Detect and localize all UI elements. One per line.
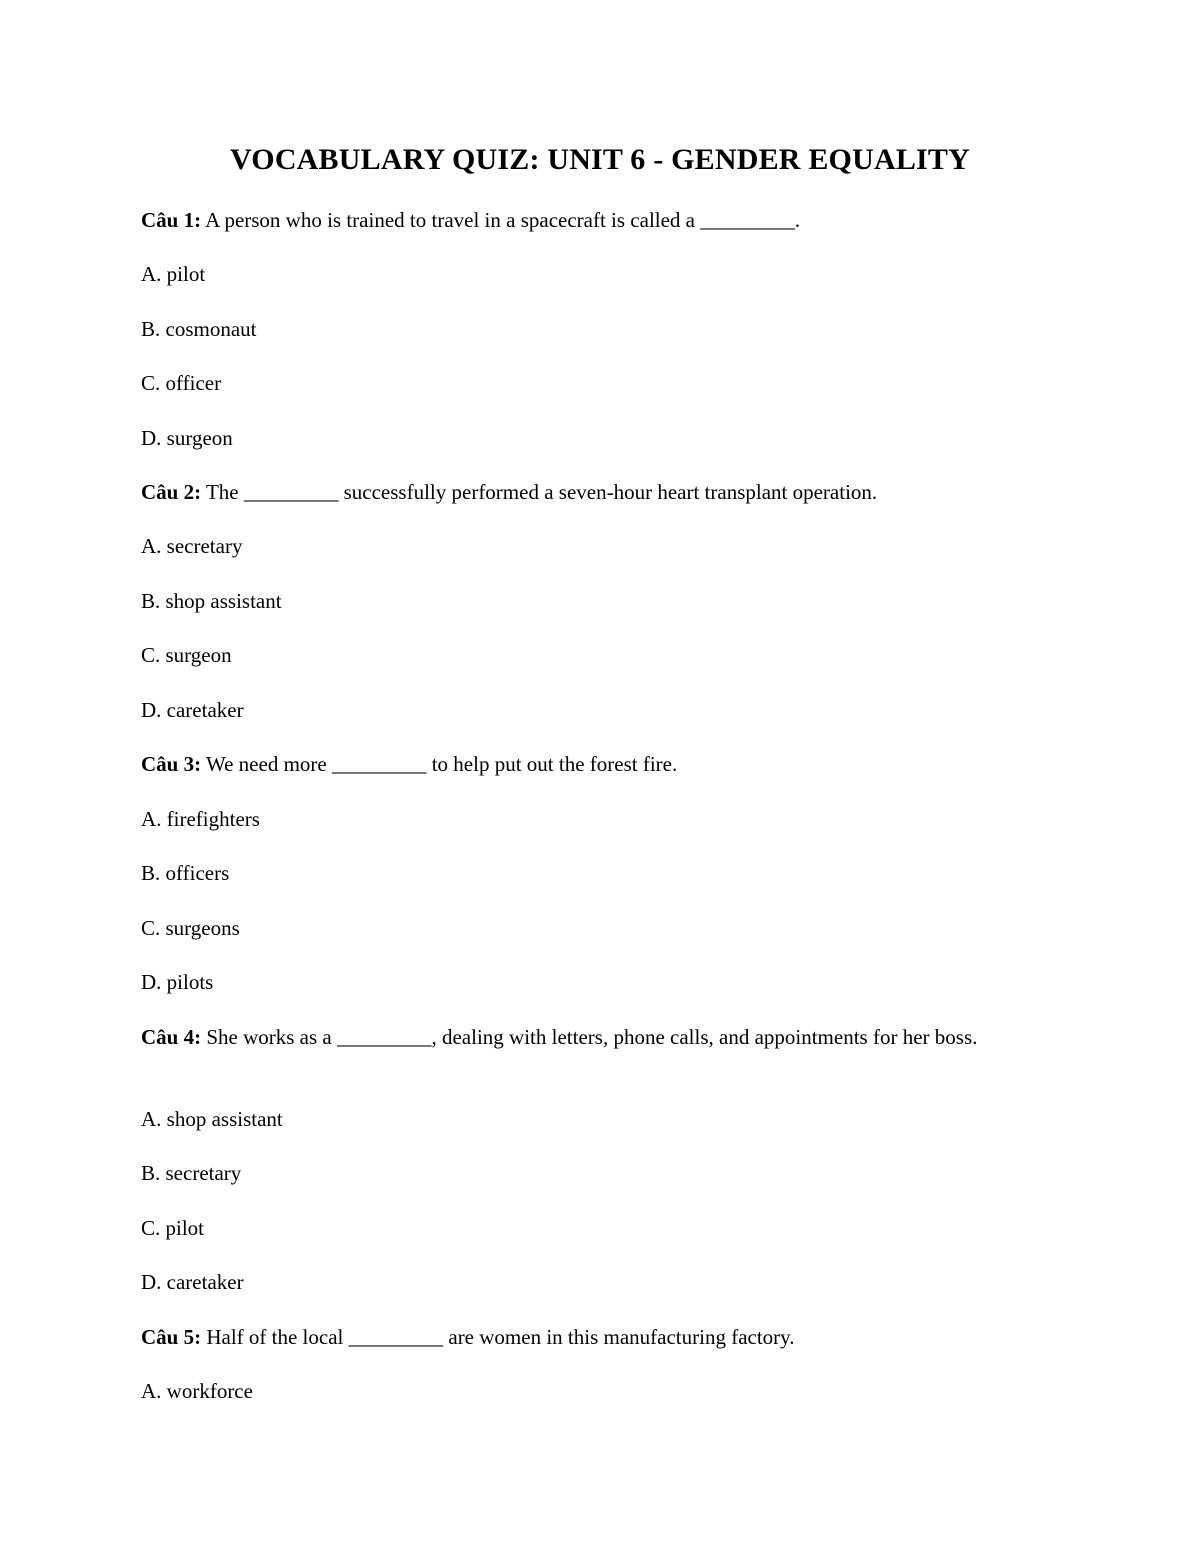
question-text: A person who is trained to travel in a spacecraft is called a _________. (201, 208, 801, 232)
option-4d: D. caretaker (141, 1270, 244, 1294)
option-3d: D. pilots (141, 970, 214, 994)
option-4b: B. secretary (141, 1161, 242, 1185)
question-text: The _________ successfully performed a seven-hour heart transplant operation. (201, 480, 878, 504)
question-text: Half of the local _________ are women in this manufacturing factory. (201, 1325, 795, 1349)
option-3b: B. officers (141, 861, 230, 885)
question-2 (141, 479, 1051, 506)
question-4 (141, 1024, 1051, 1051)
option-3c: C. surgeons (141, 916, 240, 940)
question-text: We need more _________ to help put out the forest fire. (201, 752, 678, 776)
page-title: VOCABULARY QUIZ: UNIT 6 - GENDER EQUALITY (230, 143, 970, 176)
option-1d: D. surgeon (141, 426, 233, 450)
question-5 (141, 1324, 1051, 1351)
question-label: Câu 5: (141, 1325, 202, 1349)
option-2d: D. caretaker (141, 698, 244, 722)
option-2b: B. shop assistant (141, 589, 282, 613)
option-1b: B. cosmonaut (141, 317, 257, 341)
option-1c: C. officer (141, 371, 222, 395)
option-4c: C. pilot (141, 1216, 205, 1240)
option-5a: A. workforce (141, 1379, 253, 1403)
question-label: Câu 4: (141, 1025, 202, 1049)
option-4a: A. shop assistant (141, 1107, 283, 1131)
option-3a: A. firefighters (141, 807, 260, 831)
option-2c: C. surgeon (141, 643, 232, 667)
option-1a: A. pilot (141, 262, 206, 286)
question-text: She works as a _________, dealing with letters, phone calls, and appointments for her boss. (201, 1025, 978, 1049)
question-label: Câu 3: (141, 752, 202, 776)
question-label: Câu 1: (141, 208, 202, 232)
question-3 (141, 751, 1051, 778)
option-2a: A. secretary (141, 534, 243, 558)
question-1 (141, 207, 1051, 234)
question-label: Câu 2: (141, 480, 202, 504)
